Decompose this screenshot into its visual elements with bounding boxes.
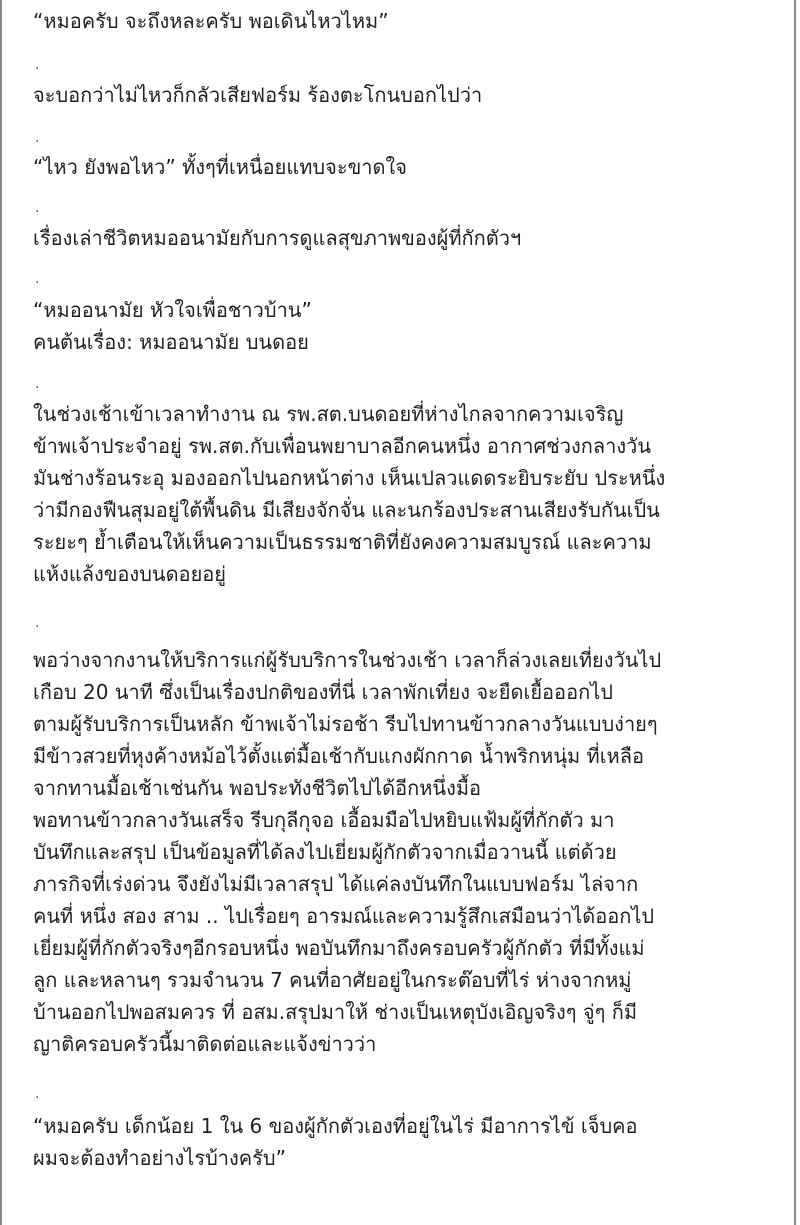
text-line: เยี่ยมผู้ที่กักตัวจริงๆอีกรอบหนึ่ง พอบันทึกมาถึงครอบครัวผู้กักตัว ที่มีทั้งแม่	[33, 936, 645, 960]
paragraph-separator: .	[35, 615, 40, 631]
paragraph-separator: .	[35, 376, 40, 392]
text-line: ว่ามีกองฟืนสุมอยู่ใต้พื้นดิน มีเสียงจักจั่น และนกร้องประสานเสียงรับกันเป็น	[33, 498, 660, 522]
text-line: เกือบ 20 นาที ซึ่งเป็นเรื่องปกติของที่นี่ เวลาพักเที่ยง จะยืดเยื้อออกไป	[33, 680, 613, 704]
paragraph-separator: .	[35, 200, 40, 216]
text-line: จากทานมื้อเช้าเช่นกัน พอประทังชีวิตไปได้อีกหนึ่งมื้อ	[33, 776, 482, 800]
paragraph-separator: .	[35, 271, 40, 287]
text-line: มันช่างร้อนระอุ มองออกไปนอกหน้าต่าง เห็นเปลวแดดระยิบระยับ ประหนึ่ง	[33, 466, 666, 490]
text-line: ตามผู้รับบริการเป็นหลัก ข้าพเจ้าไม่รอช้า รีบไปทานข้าวกลางวันแบบง่ายๆ	[33, 712, 658, 736]
text-line: พอว่างจากงานให้บริการแก่ผู้รับบริการในช่วงเช้า เวลาก็ล่วงเลยเที่ยงวันไป	[33, 648, 662, 672]
text-line: ผมจะต้องทำอย่างไรบ้างครับ”	[33, 1146, 286, 1170]
paragraph-separator: .	[35, 130, 40, 146]
text-line: ในช่วงเช้าเข้าเวลาทำงาน ณ รพ.สต.บนดอยที่ห่างไกลจากความเจริญ	[33, 402, 624, 426]
text-line: จะบอกว่าไม่ไหวก็กลัวเสียฟอร์ม ร้องตะโกนบอกไปว่า	[33, 83, 483, 107]
paragraph-separator: .	[35, 57, 40, 73]
text-line: ลูก และหลานๆ รวมจำนวน 7 คนที่อาศัยอยู่ในกระต๊อบที่ไร่ ห่างจากหมู่	[33, 968, 632, 992]
text-line: แห้งแล้งของบนดอยอยู่	[33, 562, 227, 586]
text-line: คนที่ หนึ่ง สอง สาม .. ไปเรื่อยๆ อารมณ์และความรู้สึกเสมือนว่าได้ออกไป	[33, 904, 655, 928]
text-line: คนต้นเรื่อง: หมออนามัย บนดอย	[33, 330, 309, 354]
text-line: พอทานข้าวกลางวันเสร็จ รีบกุลีกุจอ เอื้อมมือไปหยิบแฟ้มผู้ที่กักตัว มา	[33, 808, 615, 832]
text-line: “หมอครับ จะถึงหละครับ พอเดินไหวไหม”	[33, 9, 389, 33]
paragraph-separator: .	[35, 1086, 40, 1102]
text-line: บ้านออกไปพอสมควร ที่ อสม.สรุปมาให้ ช่างเป็นเหตุบังเอิญจริงๆ จู่ๆ ก็มี	[33, 1000, 638, 1024]
text-line: “ไหว ยังพอไหว” ทั้งๆที่เหนื่อยแทบจะขาดใจ	[33, 155, 407, 179]
text-line: “หมอครับ เด็กน้อย 1 ใน 6 ของผู้กักตัวเองที่อยู่ในไร่ มีอาการไข้ เจ็บคอ	[33, 1114, 638, 1138]
text-line: ระยะๆ ย้ำเตือนให้เห็นความเป็นธรรมชาติที่ยังคงความสมบูรณ์ และความ	[33, 530, 652, 554]
text-line: มีข้าวสวยที่หุงค้างหม้อไว้ตั้งแต่มื้อเช้ากับแกงผักกาด น้ำพริกหนุ่ม ที่เหลือ	[33, 744, 645, 768]
text-line: “หมออนามัย หัวใจเพื่อชาวบ้าน”	[33, 298, 312, 322]
text-line: ญาติครอบครัวนี้มาติดต่อและแจ้งข่าวว่า	[33, 1032, 377, 1056]
text-line: ข้าพเจ้าประจำอยู่ รพ.สต.กับเพื่อนพยาบาลอีกคนหนึ่ง อากาศช่วงกลางวัน	[33, 434, 652, 458]
text-line: ภารกิจที่เร่งด่วน จึงยังไม่มีเวลาสรุป ได้แค่ลงบันทึกในแบบฟอร์ม ไล่จาก	[33, 872, 639, 896]
text-line: เรื่องเล่าชีวิตหมออนามัยกับการดูแลสุขภาพของผู้ที่กักตัวฯ	[33, 226, 522, 250]
text-line: บันทึกและสรุป เป็นข้อมูลที่ได้ลงไปเยี่ยมผู้กักตัวจากเมื่อวานนี้ แต่ด้วย	[33, 840, 617, 864]
